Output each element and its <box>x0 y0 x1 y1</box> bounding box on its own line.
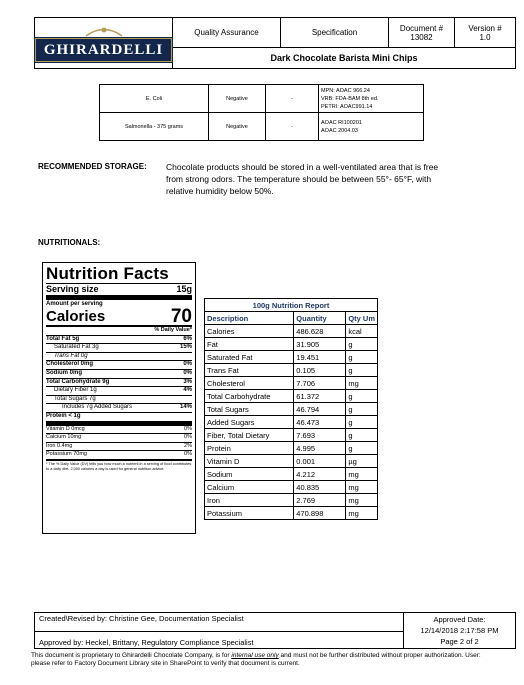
serving-row <box>46 283 192 295</box>
report-description: Calcium <box>205 481 294 494</box>
nutrition-facts-panel <box>42 262 196 534</box>
vitamin-row: Iron 0.4mg 2% <box>46 442 192 449</box>
approved-date: 12/14/2018 2:17:58 PM <box>420 626 499 635</box>
storage-line: Chocolate products should be stored in a well-ventilated area that is free <box>166 162 439 172</box>
table-row <box>100 85 424 113</box>
test-name: Salmonella - 375 grams <box>100 113 209 141</box>
note-text: and must not be further distributed without proper authorization. User: please refer to Factory Document Library site in SharePoint to verify that document is current. <box>31 652 481 667</box>
table-row <box>205 481 378 494</box>
nutritionals-label: NUTRITIONALS: <box>38 238 101 247</box>
dv-header: % Daily Value* <box>46 325 192 335</box>
report-unit: g <box>346 442 378 455</box>
column-header: Quantity <box>294 312 346 325</box>
report-description: Total Sugars <box>205 403 294 416</box>
report-description: Vitamin D <box>205 455 294 468</box>
table-row <box>205 403 378 416</box>
method-line: VRB: FDA-BAM 8th ed. <box>321 95 379 102</box>
product-title: Dark Chocolate Barista Mini Chips <box>270 53 418 63</box>
report-unit: mg <box>346 468 378 481</box>
test-methods <box>319 85 424 113</box>
storage-line: relative humidity below 50%. <box>166 186 274 196</box>
specification-label: Specification <box>281 18 389 48</box>
report-quantity: 0.001 <box>294 455 346 468</box>
report-unit: g <box>346 338 378 351</box>
document-label: Document # <box>399 23 444 33</box>
amount-label: Amount per serving <box>46 295 192 308</box>
report-unit: mg <box>346 507 378 520</box>
quality-assurance-label: Quality Assurance <box>173 18 281 48</box>
table-row <box>205 429 378 442</box>
version-label: Version # <box>468 23 502 33</box>
table-row <box>205 455 378 468</box>
report-quantity: 61.372 <box>294 390 346 403</box>
report-description: Fiber, Total Dietary <box>205 429 294 442</box>
approval-cell <box>404 613 516 649</box>
report-quantity: 470.898 <box>294 507 346 520</box>
test-limit: - <box>266 85 319 113</box>
table-row <box>205 390 378 403</box>
report-header-row <box>205 312 378 325</box>
report-description: Total Carbohydrate <box>205 390 294 403</box>
report-quantity: 2.769 <box>294 494 346 507</box>
report-description: Calories <box>205 325 294 338</box>
report-description: Cholesterol <box>205 377 294 390</box>
nutrition-facts-title: Nutrition Facts <box>46 264 169 283</box>
footer-row <box>35 613 516 632</box>
report-unit: g <box>346 403 378 416</box>
nutrient-row: Protein < 1g <box>46 412 192 421</box>
report-description: Trans Fat <box>205 364 294 377</box>
report-description: Iron <box>205 494 294 507</box>
calories-value: 70 <box>170 306 192 327</box>
report-quantity: 486.628 <box>294 325 346 338</box>
report-description: Protein <box>205 442 294 455</box>
crest-icon <box>84 25 124 37</box>
nutrient-row: Total Carbohydrate 9g 3% <box>46 378 192 385</box>
approved-date-label: Approved Date: <box>433 615 486 624</box>
storage-text <box>166 161 506 197</box>
method-line: AOAC RI100201 <box>321 119 362 126</box>
report-unit: g <box>346 351 378 364</box>
table-row <box>205 507 378 520</box>
report-quantity: 4.995 <box>294 442 346 455</box>
report-description: Potassium <box>205 507 294 520</box>
serving-value: 15g <box>176 284 192 294</box>
calories-label: Calories <box>46 308 106 325</box>
nutrient-row: Saturated Fat 3g 15% <box>46 343 192 352</box>
report-unit: µg <box>346 455 378 468</box>
table-row <box>205 377 378 390</box>
column-header: Qty Um <box>346 312 378 325</box>
footer-table <box>34 612 516 649</box>
document-number: 13082 <box>410 32 433 42</box>
method-line: PETRI: AOAC991.14 <box>321 103 373 110</box>
report-unit: g <box>346 390 378 403</box>
serving-label: Serving size <box>46 284 99 294</box>
test-methods <box>319 113 424 141</box>
nutrition-report-table <box>204 298 378 520</box>
report-quantity: 31.905 <box>294 338 346 351</box>
nutrient-row: Total Fat 5g 6% <box>46 335 192 342</box>
nutrient-row: Cholesterol 0mg 0% <box>46 361 192 368</box>
table-row <box>100 113 424 141</box>
storage-label: RECOMMENDED STORAGE: <box>38 162 147 171</box>
report-title: 100g Nutrition Report <box>205 299 378 312</box>
micro-table <box>99 84 424 141</box>
report-unit: mg <box>346 377 378 390</box>
report-quantity: 40.835 <box>294 481 346 494</box>
test-result: Negative <box>209 85 266 113</box>
proprietary-note <box>31 652 501 668</box>
storage-line: from strong odors. The temperature should be between 55°- 65°F, with <box>166 174 432 184</box>
report-description: Sodium <box>205 468 294 481</box>
nutrient-row: Total Sugars 7g <box>46 395 192 404</box>
report-unit: g <box>346 429 378 442</box>
test-limit: - <box>266 113 319 141</box>
report-unit: g <box>346 416 378 429</box>
table-row <box>205 351 378 364</box>
report-description: Added Sugars <box>205 416 294 429</box>
table-row <box>205 416 378 429</box>
note-text: This document is proprietary to Ghirardelli Chocolate Company, is for <box>31 652 232 659</box>
report-title-row <box>205 299 378 312</box>
report-quantity: 46.473 <box>294 416 346 429</box>
approved-by: Approved by: Heckel, Brittany, Regulatory Compliance Specialist <box>35 632 404 649</box>
vitamin-row: Vitamin D 0mcg 0% <box>46 421 192 434</box>
created-by: Created\Revised by: Christine Gee, Documentation Specialist <box>35 613 404 632</box>
nutrient-row: Sodium 0mg 0% <box>46 369 192 376</box>
report-unit: kcal <box>346 325 378 338</box>
table-row <box>205 364 378 377</box>
nutrition-footnote: * The % Daily Value (DV) tells you how much a nutrient in a serving of food contributes to a daily diet. 2,000 calories a day is used for general nutrition advice. <box>46 459 192 471</box>
nutrient-row: Includes 7g Added Sugars 14% <box>46 403 192 412</box>
report-quantity: 7.706 <box>294 377 346 390</box>
version-number: 1.0 <box>479 32 491 42</box>
test-name: E. Coli <box>100 85 209 113</box>
page-number: Page 2 of 2 <box>440 637 479 646</box>
report-unit: mg <box>346 494 378 507</box>
table-row <box>205 494 378 507</box>
nutrient-row: Dietary Fiber 1g 4% <box>46 386 192 395</box>
document-number-cell <box>389 18 455 48</box>
brand-logo: GHIRARDELLI <box>35 38 172 62</box>
report-description: Fat <box>205 338 294 351</box>
method-line: AOAC 2004.03 <box>321 127 358 134</box>
method-line: MPN: AOAC 966.24 <box>321 87 370 94</box>
note-emphasis: internal use only <box>231 652 279 659</box>
report-description: Saturated Fat <box>205 351 294 364</box>
table-row <box>205 338 378 351</box>
table-row <box>205 442 378 455</box>
column-header: Description <box>205 312 294 325</box>
table-row <box>205 325 378 338</box>
document-header <box>34 17 516 69</box>
vitamin-row: Potassium 70mg 0% <box>46 451 192 458</box>
report-unit: g <box>346 364 378 377</box>
nutrient-row: Trans Fat 0g <box>46 352 192 361</box>
report-quantity: 7.693 <box>294 429 346 442</box>
report-unit: mg <box>346 481 378 494</box>
report-quantity: 19.451 <box>294 351 346 364</box>
vitamin-row: Calcium 10mg 0% <box>46 434 192 441</box>
report-quantity: 4.212 <box>294 468 346 481</box>
logo-area <box>35 18 173 68</box>
test-result: Negative <box>209 113 266 141</box>
report-quantity: 0.105 <box>294 364 346 377</box>
calories-row <box>46 308 192 325</box>
table-row <box>205 468 378 481</box>
version-cell <box>455 18 515 48</box>
report-quantity: 46.794 <box>294 403 346 416</box>
